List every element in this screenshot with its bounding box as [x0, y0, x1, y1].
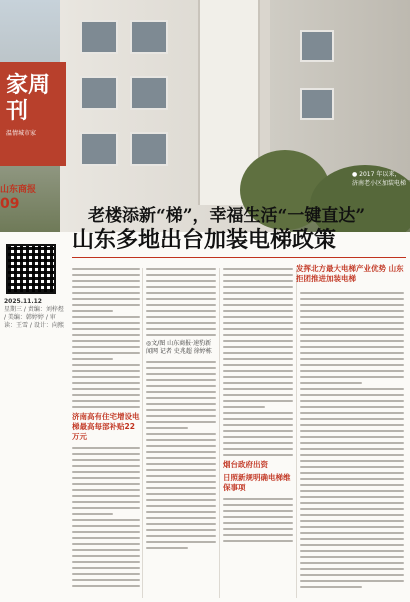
article-column-1 — [72, 268, 140, 591]
body-text-line — [223, 510, 293, 512]
body-text-line — [300, 436, 404, 438]
body-text-line — [300, 400, 404, 402]
rizhao-subhead: 日照新规明确电梯维保事项 — [223, 473, 291, 492]
body-text-line — [146, 505, 216, 507]
editor-credits: 星期三 / 责编：刘梓煜 / 美编：韩婷婷 / 审读：王雪 / 设计：向熙 — [4, 306, 64, 329]
body-text-line — [72, 561, 140, 563]
body-text-line — [223, 516, 293, 518]
body-text-line — [72, 274, 140, 276]
body-text-line — [146, 298, 216, 300]
body-text-line — [300, 490, 404, 492]
body-text-line — [223, 430, 293, 432]
body-text-line — [72, 501, 140, 503]
side-article-headline: 发挥北方最大电梯产业优势 山东拒团推进加装电梯 — [296, 264, 404, 283]
body-text-line — [146, 547, 188, 549]
body-text-line — [223, 346, 293, 348]
body-text-line — [72, 477, 140, 479]
body-text-line — [300, 430, 404, 432]
body-text-line — [223, 504, 293, 506]
body-text-line — [300, 580, 404, 582]
body-text-line — [72, 507, 140, 509]
body-text-line — [146, 385, 216, 387]
body-text-line — [223, 406, 265, 408]
body-text-line — [72, 579, 140, 581]
body-text-line — [300, 340, 404, 342]
body-text-line — [72, 489, 140, 491]
body-text-line — [72, 268, 140, 270]
body-text-line — [300, 454, 404, 456]
body-text-line — [72, 376, 140, 378]
body-text-line — [72, 352, 140, 354]
body-text-line — [223, 382, 293, 384]
body-text-line — [146, 469, 216, 471]
article-column-3 — [223, 268, 293, 546]
body-text-line — [72, 453, 140, 455]
body-text-line — [146, 499, 216, 501]
body-text-line — [223, 522, 293, 524]
body-text-line — [146, 286, 216, 288]
body-text-line — [300, 526, 404, 528]
body-text-line — [300, 442, 404, 444]
body-text-line — [146, 334, 216, 336]
body-text-line — [146, 268, 216, 270]
body-text-line — [146, 328, 216, 330]
body-text-line — [300, 472, 404, 474]
body-text-line — [72, 394, 140, 396]
body-text-line — [146, 316, 216, 318]
body-text-line — [300, 298, 404, 300]
body-text-line — [223, 280, 293, 282]
body-text-line — [72, 364, 140, 366]
body-text-line — [72, 465, 140, 467]
body-text-line — [72, 382, 140, 384]
body-text-line — [223, 304, 293, 306]
body-text-line — [146, 397, 216, 399]
body-text-line — [223, 448, 293, 450]
body-text-line — [223, 334, 293, 336]
body-text-line — [146, 310, 216, 312]
body-text-line — [300, 292, 404, 294]
body-text-line — [223, 340, 293, 342]
body-text-line — [146, 322, 216, 324]
column-divider — [142, 268, 143, 598]
body-text-line — [72, 340, 140, 342]
body-text-line — [300, 334, 404, 336]
body-text-line — [300, 412, 404, 414]
body-text-line — [72, 525, 140, 527]
body-text-line — [300, 358, 404, 360]
body-text-line — [300, 556, 404, 558]
body-text-line — [72, 346, 140, 348]
left-meta-column — [4, 222, 66, 330]
body-text-line — [146, 445, 216, 447]
body-text-line — [300, 574, 404, 576]
body-text-line — [146, 280, 216, 282]
body-text-line — [72, 406, 140, 408]
body-text-line — [300, 328, 404, 330]
body-text-line — [146, 367, 216, 369]
body-text-line — [72, 585, 140, 587]
body-text-line — [146, 433, 216, 435]
section-slogan: 温情城市家 — [6, 130, 37, 137]
body-text-line — [146, 415, 216, 417]
body-text-line — [146, 475, 216, 477]
body-text-line — [72, 370, 140, 372]
photo-caption: ● 2017 年以来，济南老小区加装电梯 — [352, 171, 407, 187]
body-text-line — [72, 459, 140, 461]
body-text-line — [300, 316, 404, 318]
window — [130, 132, 168, 166]
body-text-line — [300, 388, 404, 390]
body-text-line — [72, 400, 140, 402]
paper-masthead — [0, 185, 58, 215]
body-text-line — [72, 304, 140, 306]
body-text-line — [72, 298, 140, 300]
body-text-line — [300, 550, 404, 552]
body-text-line — [223, 298, 293, 300]
body-text-line — [300, 376, 404, 378]
body-text-line — [72, 519, 140, 521]
jinan-subhead: 济南高有住宅增设电梯最高每部补贴22万元 — [72, 412, 140, 441]
article-byline: ◎文/图 山东商报·速豹新闻网 记者 史兆超 徐婷栋 — [146, 340, 212, 355]
body-text-line — [146, 427, 188, 429]
body-text-line — [223, 388, 293, 390]
body-text-line — [146, 439, 216, 441]
column-divider — [219, 268, 220, 598]
window — [300, 30, 334, 62]
body-text-line — [300, 460, 404, 462]
body-text-line — [72, 447, 140, 449]
body-text-line — [72, 310, 113, 312]
body-text-line — [300, 352, 404, 354]
kicker-title: 老楼添新“梯”，幸福生活“一键直达” — [88, 206, 366, 226]
window — [80, 76, 118, 110]
body-text-line — [300, 484, 404, 486]
body-text-line — [146, 421, 216, 423]
body-text-line — [223, 376, 293, 378]
article-column-4 — [300, 292, 404, 592]
body-text-line — [146, 451, 216, 453]
body-text-line — [146, 457, 216, 459]
body-text-line — [146, 391, 216, 393]
body-text-line — [223, 454, 293, 456]
body-text-line — [223, 442, 293, 444]
body-text-line — [146, 304, 216, 306]
body-text-line — [146, 379, 216, 381]
body-text-line — [300, 364, 404, 366]
body-text-line — [146, 373, 216, 375]
body-text-line — [146, 523, 216, 525]
body-text-line — [300, 448, 404, 450]
body-text-line — [72, 471, 140, 473]
window — [80, 20, 118, 54]
body-text-line — [300, 502, 404, 504]
body-text-line — [146, 292, 216, 294]
body-text-line — [72, 483, 140, 485]
article-column-2 — [146, 268, 216, 553]
body-text-line — [146, 409, 216, 411]
body-text-line — [223, 328, 293, 330]
body-text-line — [223, 418, 293, 420]
body-text-line — [146, 274, 216, 276]
window — [130, 20, 168, 54]
body-text-line — [223, 528, 293, 530]
body-text-line — [72, 280, 140, 282]
body-text-line — [146, 535, 216, 537]
body-text-line — [300, 514, 404, 516]
body-text-line — [72, 388, 140, 390]
column-divider — [296, 268, 297, 598]
body-text-line — [72, 543, 140, 545]
body-text-line — [72, 358, 113, 360]
body-text-line — [223, 322, 293, 324]
body-text-line — [146, 361, 216, 363]
body-text-line — [146, 517, 216, 519]
body-text-line — [300, 466, 404, 468]
body-text-line — [223, 286, 293, 288]
body-text-line — [146, 481, 216, 483]
body-text-line — [72, 328, 140, 330]
body-text-line — [72, 549, 140, 551]
main-headline: 山东多地出台加装电梯政策 — [72, 228, 337, 253]
qr-code-icon — [6, 244, 56, 294]
body-text-line — [72, 286, 140, 288]
section-title: 家周刊 — [6, 72, 51, 124]
body-text-line — [223, 424, 293, 426]
body-text-line — [300, 478, 404, 480]
body-text-line — [300, 322, 404, 324]
body-text-line — [223, 358, 293, 360]
body-text-line — [300, 496, 404, 498]
window — [300, 88, 334, 120]
body-text-line — [223, 400, 293, 402]
window — [130, 76, 168, 110]
body-text-line — [72, 531, 140, 533]
body-text-line — [72, 567, 140, 569]
body-text-line — [146, 463, 216, 465]
body-text-line — [72, 292, 140, 294]
section-brand-block — [0, 62, 66, 166]
body-text-line — [223, 498, 293, 500]
yantai-subhead: 烟台政府出资 — [223, 460, 268, 469]
headline-rule — [72, 257, 406, 258]
body-text-line — [300, 406, 404, 408]
body-text-line — [223, 268, 293, 270]
body-text-line — [300, 562, 404, 564]
body-text-line — [146, 403, 216, 405]
body-text-line — [72, 513, 113, 515]
issue-date: 2025.11.12 — [4, 298, 42, 305]
body-text-line — [223, 394, 293, 396]
body-text-line — [223, 352, 293, 354]
body-text-line — [72, 334, 140, 336]
body-text-line — [146, 541, 216, 543]
body-text-line — [300, 508, 404, 510]
body-text-line — [223, 370, 293, 372]
body-text-line — [223, 316, 293, 318]
body-text-line — [223, 534, 293, 536]
paper-name: 山东商报 — [0, 185, 37, 195]
window — [80, 132, 118, 166]
body-text-line — [146, 487, 216, 489]
body-text-line — [300, 424, 404, 426]
body-text-line — [300, 586, 362, 588]
body-text-line — [300, 394, 404, 396]
body-text-line — [223, 412, 293, 414]
page-number: 09 — [0, 196, 20, 212]
body-text-line — [300, 304, 404, 306]
body-text-line — [146, 493, 216, 495]
body-text-line — [72, 495, 140, 497]
body-text-line — [300, 418, 404, 420]
body-text-line — [223, 310, 293, 312]
body-text-line — [300, 370, 404, 372]
body-text-line — [72, 322, 140, 324]
body-text-line — [300, 346, 404, 348]
body-text-line — [300, 382, 362, 384]
body-text-line — [300, 532, 404, 534]
body-text-line — [223, 540, 293, 542]
body-text-line — [223, 274, 293, 276]
body-text-line — [223, 364, 293, 366]
body-text-line — [300, 544, 404, 546]
body-text-line — [72, 537, 140, 539]
body-text-line — [72, 316, 140, 318]
body-text-line — [300, 538, 404, 540]
body-text-line — [72, 573, 140, 575]
body-text-line — [300, 310, 404, 312]
body-text-line — [72, 555, 140, 557]
body-text-line — [223, 292, 293, 294]
body-text-line — [223, 436, 293, 438]
body-text-line — [146, 529, 216, 531]
body-text-line — [300, 520, 404, 522]
body-text-line — [300, 568, 404, 570]
body-text-line — [146, 511, 216, 513]
